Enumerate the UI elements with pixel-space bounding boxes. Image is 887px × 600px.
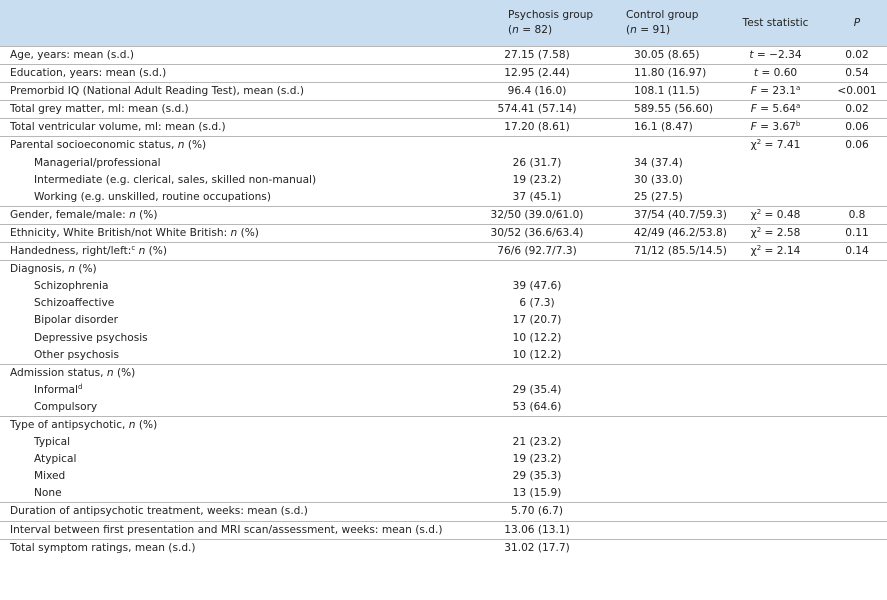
control-value bbox=[598, 416, 724, 434]
row-label-text: Total symptom ratings, mean (s.d.) bbox=[10, 541, 196, 554]
psychosis-value bbox=[476, 47, 598, 65]
p-value bbox=[827, 155, 887, 172]
table-header bbox=[0, 0, 887, 47]
control-value-text: 42/49 (46.2/53.8) bbox=[634, 226, 727, 239]
psychosis-value-text: 10 (12.2) bbox=[512, 348, 562, 361]
row-label-text: Typical bbox=[34, 436, 71, 449]
test-statistic-value bbox=[724, 119, 827, 137]
p-value bbox=[827, 189, 887, 207]
control-value bbox=[598, 189, 724, 207]
header-psychosis-n: (n = 82) bbox=[508, 24, 553, 36]
test-statistic-value bbox=[724, 468, 827, 485]
row-label bbox=[0, 224, 476, 242]
p-value-text: 0.54 bbox=[845, 67, 869, 80]
psychosis-value bbox=[476, 261, 598, 279]
psychosis-value bbox=[476, 347, 598, 365]
p-value bbox=[827, 65, 887, 83]
psychosis-value-text: 19 (23.2) bbox=[512, 453, 562, 466]
psychosis-value-text: 29 (35.3) bbox=[512, 470, 562, 483]
p-value bbox=[827, 224, 887, 242]
row-label bbox=[0, 243, 476, 261]
p-value bbox=[827, 83, 887, 101]
row-label-tail: n (%) bbox=[138, 245, 167, 258]
psychosis-value-text: 37 (45.1) bbox=[512, 190, 562, 203]
p-value bbox=[827, 468, 887, 485]
p-value-text: 0.8 bbox=[848, 208, 866, 221]
psychosis-value bbox=[476, 224, 598, 242]
table-row bbox=[0, 295, 887, 312]
row-label-text: Informal bbox=[34, 383, 78, 396]
psychosis-value bbox=[476, 243, 598, 261]
p-value-text: 0.06 bbox=[845, 121, 869, 134]
p-value bbox=[827, 243, 887, 261]
test-statistic-value bbox=[724, 83, 827, 101]
psychosis-value bbox=[476, 503, 598, 521]
table-row bbox=[0, 434, 887, 451]
control-value bbox=[598, 155, 724, 172]
test-statistic-value bbox=[724, 382, 827, 399]
row-label bbox=[0, 451, 476, 468]
control-value-text: 34 (37.4) bbox=[634, 156, 683, 169]
psychosis-value-text: 10 (12.2) bbox=[512, 331, 562, 344]
p-value bbox=[827, 312, 887, 329]
header-row bbox=[0, 0, 887, 47]
control-value bbox=[598, 312, 724, 329]
table-row bbox=[0, 172, 887, 189]
test-statistic-value bbox=[724, 206, 827, 224]
psychosis-value-text: 19 (23.2) bbox=[512, 173, 562, 186]
header-label-cell bbox=[0, 0, 476, 47]
test-statistic-value bbox=[724, 224, 827, 242]
table-row bbox=[0, 416, 887, 434]
table-row bbox=[0, 243, 887, 261]
table-body bbox=[0, 47, 887, 557]
control-value bbox=[598, 485, 724, 503]
p-value-text: 0.14 bbox=[845, 245, 869, 258]
psychosis-value bbox=[476, 399, 598, 417]
p-value bbox=[827, 347, 887, 365]
test-statistic-value bbox=[724, 137, 827, 155]
control-value bbox=[598, 468, 724, 485]
row-label bbox=[0, 101, 476, 119]
psychosis-value bbox=[476, 155, 598, 172]
psychosis-value-text: 13 (15.9) bbox=[512, 487, 562, 500]
control-value bbox=[598, 243, 727, 261]
row-label bbox=[0, 399, 476, 417]
p-value bbox=[827, 206, 887, 224]
psychosis-value-text: 5.70 (6.7) bbox=[510, 505, 564, 518]
psychosis-value bbox=[476, 172, 598, 189]
table-row bbox=[0, 503, 887, 521]
header-control-group bbox=[598, 0, 724, 47]
test-statistic-value bbox=[724, 434, 827, 451]
psychosis-value bbox=[476, 65, 598, 83]
p-value bbox=[827, 364, 887, 382]
p-value bbox=[827, 539, 887, 557]
psychosis-value bbox=[476, 312, 598, 329]
psychosis-value bbox=[476, 451, 598, 468]
footnote-marker: a bbox=[796, 102, 801, 111]
test-statistic-value bbox=[724, 155, 827, 172]
control-value bbox=[598, 382, 724, 399]
test-statistic-value bbox=[724, 295, 827, 312]
control-value bbox=[598, 451, 724, 468]
control-value-text: 589.55 (56.60) bbox=[634, 103, 714, 116]
control-value-text: 30.05 (8.65) bbox=[634, 49, 700, 61]
table-row bbox=[0, 521, 887, 539]
control-value bbox=[598, 224, 727, 242]
control-value bbox=[598, 399, 724, 417]
table-row bbox=[0, 312, 887, 329]
row-label-text: Total grey matter, ml: mean (s.d.) bbox=[10, 103, 189, 116]
row-label bbox=[0, 278, 476, 295]
row-label bbox=[0, 83, 476, 101]
row-label-text: Intermediate (e.g. clerical, sales, skilled non-manual) bbox=[34, 173, 317, 186]
footnote-marker: c bbox=[131, 244, 136, 253]
test-statistic-value-text: $\chi^2 = 2.58$ bbox=[750, 225, 801, 239]
table-row bbox=[0, 382, 887, 399]
psychosis-value-text: 39 (47.6) bbox=[512, 280, 562, 293]
row-label bbox=[0, 261, 476, 279]
psychosis-value bbox=[476, 206, 598, 224]
p-value bbox=[827, 295, 887, 312]
p-value bbox=[827, 101, 887, 119]
p-value bbox=[827, 330, 887, 347]
row-label bbox=[0, 137, 476, 155]
row-label-text: None bbox=[34, 487, 62, 500]
row-label-text: Interval between first presentation and MRI scan/assessment, weeks: mean (s.d.) bbox=[10, 523, 443, 536]
test-statistic-value-text: $\chi^2 = 7.41$ bbox=[750, 138, 801, 152]
psychosis-value bbox=[476, 416, 598, 434]
control-value-text: 37/54 (40.7/59.3) bbox=[634, 208, 727, 221]
p-value-text: 0.02 bbox=[845, 49, 869, 61]
row-label bbox=[0, 47, 476, 65]
row-label bbox=[0, 364, 476, 382]
control-value-text: 30 (33.0) bbox=[634, 173, 683, 186]
table-row bbox=[0, 224, 887, 242]
test-statistic-value bbox=[724, 243, 827, 261]
p-value-text: <0.001 bbox=[837, 85, 877, 98]
control-value bbox=[598, 503, 724, 521]
row-label bbox=[0, 119, 476, 137]
psychosis-value-text: 21 (23.2) bbox=[512, 436, 562, 449]
psychosis-value-text: 53 (64.6) bbox=[512, 400, 562, 413]
psychosis-value-text: 17.20 (8.61) bbox=[504, 121, 570, 134]
psychosis-value-text: 96.4 (16.0) bbox=[507, 85, 567, 98]
table-row bbox=[0, 189, 887, 207]
p-value bbox=[827, 416, 887, 434]
psychosis-value-text: 13.06 (13.1) bbox=[504, 523, 570, 536]
psychosis-value-text: 17 (20.7) bbox=[512, 314, 562, 327]
psychosis-value-text: 29 (35.4) bbox=[512, 383, 562, 396]
row-label bbox=[0, 65, 476, 83]
table-row bbox=[0, 101, 887, 119]
p-value-text: 0.06 bbox=[845, 139, 869, 152]
psychosis-value bbox=[476, 434, 598, 451]
row-label-text: Age, years: mean (s.d.) bbox=[10, 49, 134, 61]
row-label-text: Schizoaffective bbox=[34, 297, 115, 310]
p-value bbox=[827, 47, 887, 65]
row-label-text: Diagnosis, n (%) bbox=[10, 263, 97, 276]
p-value bbox=[827, 434, 887, 451]
psychosis-value bbox=[476, 521, 598, 539]
test-statistic-value bbox=[724, 261, 827, 279]
row-label bbox=[0, 382, 476, 399]
psychosis-value-text: 76/6 (92.7/7.3) bbox=[497, 245, 577, 258]
row-label-text: Premorbid IQ (National Adult Reading Test), mean (s.d.) bbox=[10, 85, 304, 98]
psychosis-value bbox=[476, 539, 598, 557]
control-value-text: 108.1 (11.5) bbox=[634, 85, 700, 98]
psychosis-value bbox=[476, 330, 598, 347]
control-value bbox=[598, 101, 724, 119]
control-value bbox=[598, 65, 724, 83]
table-row bbox=[0, 83, 887, 101]
row-label-text: Gender, female/male: n (%) bbox=[10, 208, 158, 221]
control-value bbox=[598, 330, 724, 347]
psychosis-value bbox=[476, 119, 598, 137]
test-statistic-value bbox=[724, 330, 827, 347]
row-label-text: Atypical bbox=[34, 453, 77, 466]
row-label bbox=[0, 206, 476, 224]
p-value bbox=[827, 521, 887, 539]
psychosis-value bbox=[476, 382, 598, 399]
p-value bbox=[827, 137, 887, 155]
row-label bbox=[0, 172, 476, 189]
row-label-text: Mixed bbox=[34, 470, 66, 483]
table-row bbox=[0, 65, 887, 83]
test-statistic-value bbox=[724, 172, 827, 189]
row-label-text: Depressive psychosis bbox=[34, 331, 148, 344]
row-label bbox=[0, 539, 476, 557]
psychosis-value-text: 32/50 (39.0/61.0) bbox=[490, 208, 584, 221]
test-statistic-value bbox=[724, 65, 827, 83]
test-statistic-value bbox=[724, 312, 827, 329]
p-value-text: 0.02 bbox=[845, 103, 869, 116]
header-test-statistic: Test statistic bbox=[742, 16, 809, 29]
psychosis-value bbox=[476, 295, 598, 312]
p-value bbox=[827, 503, 887, 521]
psychosis-value-text: 31.02 (17.7) bbox=[504, 541, 570, 554]
row-label bbox=[0, 434, 476, 451]
row-label-text: Bipolar disorder bbox=[34, 314, 119, 327]
row-label bbox=[0, 485, 476, 503]
p-value-text: 0.11 bbox=[845, 226, 869, 239]
p-value bbox=[827, 278, 887, 295]
psychosis-value bbox=[476, 364, 598, 382]
psychosis-value bbox=[476, 485, 598, 503]
test-statistic-value-text: t = −2.34 bbox=[749, 49, 802, 61]
test-statistic-value bbox=[724, 101, 827, 119]
test-statistic-value bbox=[724, 189, 827, 207]
test-statistic-value bbox=[724, 539, 827, 557]
table-row bbox=[0, 468, 887, 485]
row-label-text: Handedness, right/left: bbox=[10, 245, 132, 258]
row-label bbox=[0, 312, 476, 329]
row-label bbox=[0, 189, 476, 207]
table-row bbox=[0, 206, 887, 224]
table-row bbox=[0, 539, 887, 557]
table-row bbox=[0, 451, 887, 468]
test-statistic-value-text: F = 23.1 bbox=[750, 85, 796, 98]
control-value-text: 71/12 (85.5/14.5) bbox=[634, 245, 727, 258]
psychosis-value-text: 26 (31.7) bbox=[512, 156, 562, 169]
psychosis-value bbox=[476, 468, 598, 485]
control-value bbox=[598, 206, 727, 224]
psychosis-value-text: 30/52 (36.6/63.4) bbox=[490, 226, 584, 239]
control-value bbox=[598, 47, 724, 65]
row-label-text: Schizophrenia bbox=[34, 280, 109, 293]
header-p-value: P bbox=[853, 16, 861, 29]
psychosis-value-text: 6 (7.3) bbox=[519, 297, 555, 310]
test-statistic-value bbox=[724, 503, 827, 521]
header-control-title: Control group bbox=[626, 9, 699, 21]
control-value bbox=[598, 347, 724, 365]
table-row bbox=[0, 137, 887, 155]
footnote-marker: d bbox=[77, 382, 83, 391]
row-label-text: Compulsory bbox=[34, 400, 98, 413]
control-value bbox=[598, 261, 724, 279]
control-value bbox=[598, 137, 724, 155]
table-row bbox=[0, 347, 887, 365]
row-label-text: Parental socioeconomic status, n (%) bbox=[10, 139, 207, 152]
test-statistic-value-text: $\chi^2 = 2.14$ bbox=[750, 244, 801, 258]
control-value bbox=[598, 521, 724, 539]
test-statistic-value-text: $\chi^2 = 0.48$ bbox=[750, 207, 801, 221]
control-value-text: 25 (27.5) bbox=[634, 190, 683, 203]
table-row bbox=[0, 278, 887, 295]
footnote-marker: b bbox=[795, 120, 801, 129]
table-row bbox=[0, 364, 887, 382]
row-label-text: Other psychosis bbox=[34, 348, 119, 361]
p-value bbox=[827, 119, 887, 137]
row-label bbox=[0, 155, 476, 172]
row-label bbox=[0, 347, 476, 365]
row-label bbox=[0, 468, 476, 485]
header-psychosis-group bbox=[476, 0, 598, 47]
p-value bbox=[827, 382, 887, 399]
test-statistic-value bbox=[724, 364, 827, 382]
control-value bbox=[598, 539, 724, 557]
test-statistic-value bbox=[724, 485, 827, 503]
table-row bbox=[0, 485, 887, 503]
row-label bbox=[0, 416, 476, 434]
row-label bbox=[0, 330, 476, 347]
header-control-n: (n = 91) bbox=[626, 24, 671, 36]
row-label bbox=[0, 503, 476, 521]
p-value bbox=[827, 261, 887, 279]
p-value bbox=[827, 451, 887, 468]
test-statistic-value bbox=[724, 451, 827, 468]
psychosis-value bbox=[476, 83, 598, 101]
psychosis-value bbox=[476, 137, 598, 155]
row-label-text: Duration of antipsychotic treatment, weeks: mean (s.d.) bbox=[10, 505, 308, 518]
footnote-marker: a bbox=[796, 84, 801, 93]
psychosis-value-text: 27.15 (7.58) bbox=[504, 49, 570, 61]
table-row bbox=[0, 261, 887, 279]
control-value bbox=[598, 295, 724, 312]
row-label-text: Education, years: mean (s.d.) bbox=[10, 67, 167, 80]
test-statistic-value bbox=[724, 416, 827, 434]
control-value bbox=[598, 364, 724, 382]
test-statistic-value-text: F = 3.67 bbox=[750, 121, 796, 134]
psychosis-value-text: 574.41 (57.14) bbox=[497, 103, 577, 116]
control-value bbox=[598, 434, 724, 451]
table-row bbox=[0, 399, 887, 417]
test-statistic-value bbox=[724, 278, 827, 295]
control-value-text: 16.1 (8.47) bbox=[634, 121, 693, 134]
table-row bbox=[0, 47, 887, 65]
test-statistic-value bbox=[724, 521, 827, 539]
test-statistic-value bbox=[724, 47, 827, 65]
row-label bbox=[0, 521, 476, 539]
row-label-text: Working (e.g. unskilled, routine occupations) bbox=[34, 190, 271, 203]
row-label bbox=[0, 295, 476, 312]
control-value bbox=[598, 278, 724, 295]
control-value bbox=[598, 172, 724, 189]
table-row bbox=[0, 330, 887, 347]
test-statistic-value bbox=[724, 347, 827, 365]
psychosis-value bbox=[476, 101, 598, 119]
row-label-text: Managerial/professional bbox=[34, 156, 161, 169]
psychosis-value bbox=[476, 278, 598, 295]
p-value bbox=[827, 485, 887, 503]
row-label-text: Ethnicity, White British/not White British: n (%) bbox=[10, 226, 259, 239]
control-value bbox=[598, 119, 724, 137]
p-value bbox=[827, 172, 887, 189]
p-value bbox=[827, 399, 887, 417]
control-value bbox=[598, 83, 724, 101]
row-label-text: Type of antipsychotic, n (%) bbox=[10, 418, 158, 431]
table-row bbox=[0, 155, 887, 172]
psychosis-value bbox=[476, 189, 598, 207]
test-statistic-value-text: t = 0.60 bbox=[753, 67, 798, 80]
row-label-text: Admission status, n (%) bbox=[10, 366, 136, 379]
row-label-text: Total ventricular volume, ml: mean (s.d.) bbox=[10, 121, 226, 134]
test-statistic-value bbox=[724, 399, 827, 417]
header-psychosis-title: Psychosis group bbox=[508, 9, 594, 21]
test-statistic-value-text: F = 5.64 bbox=[750, 103, 796, 116]
psychosis-value-text: 12.95 (2.44) bbox=[504, 67, 570, 80]
table-row bbox=[0, 119, 887, 137]
control-value-text: 11.80 (16.97) bbox=[634, 67, 707, 80]
